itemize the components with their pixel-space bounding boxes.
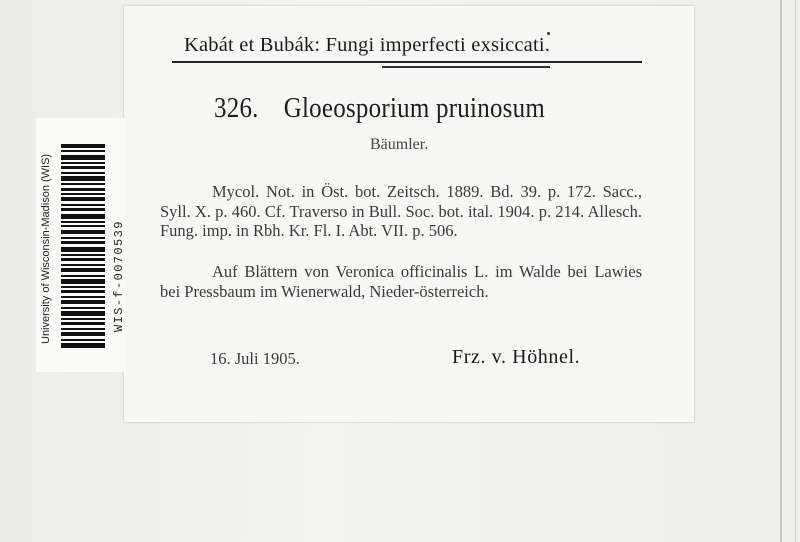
collector-name: Frz. v. Höhnel.: [452, 346, 581, 368]
header-rule: [172, 61, 642, 63]
exsiccata-number: 326.: [214, 92, 259, 124]
header-rule-short: [382, 66, 550, 68]
collection-date: 16. Juli 1905.: [210, 349, 300, 368]
sheet-edge: [780, 0, 782, 542]
barcode-graphic: [61, 144, 105, 348]
institution-name: University of Wisconsin-Madison (WIS): [40, 153, 52, 344]
locality-paragraph: [160, 262, 642, 301]
locality-text: Auf Blättern von Veronica officinalis L. im Walde bei Lawies bei Pressbaum im Wienerwald, Nieder-österreich.: [160, 262, 642, 301]
series-header: Kabát et Bubák: Fungi imperfecti exsiccati.: [184, 34, 551, 56]
species-name: Gloeosporium pruinosum: [283, 92, 546, 124]
references-text: Mycol. Not. in Öst. bot. Zeitsch. 1889. Bd. 39. p. 172. Sacc., Syll. X. p. 460. Cf. Traverso in Bull. Soc. bot. ital. 1904. p. 214. Allesch. Fung. imp. in Rbh. Kr. Fl. I. Abt. VII. p. 506.: [160, 182, 642, 240]
barcode-number: WIS-f-0070539: [112, 220, 126, 332]
species-author: Bäumler.: [370, 136, 429, 153]
sheet-edge-outer: [795, 0, 796, 542]
species-title: [214, 92, 575, 125]
specimen-label: [124, 6, 694, 422]
references-paragraph: [160, 182, 642, 241]
